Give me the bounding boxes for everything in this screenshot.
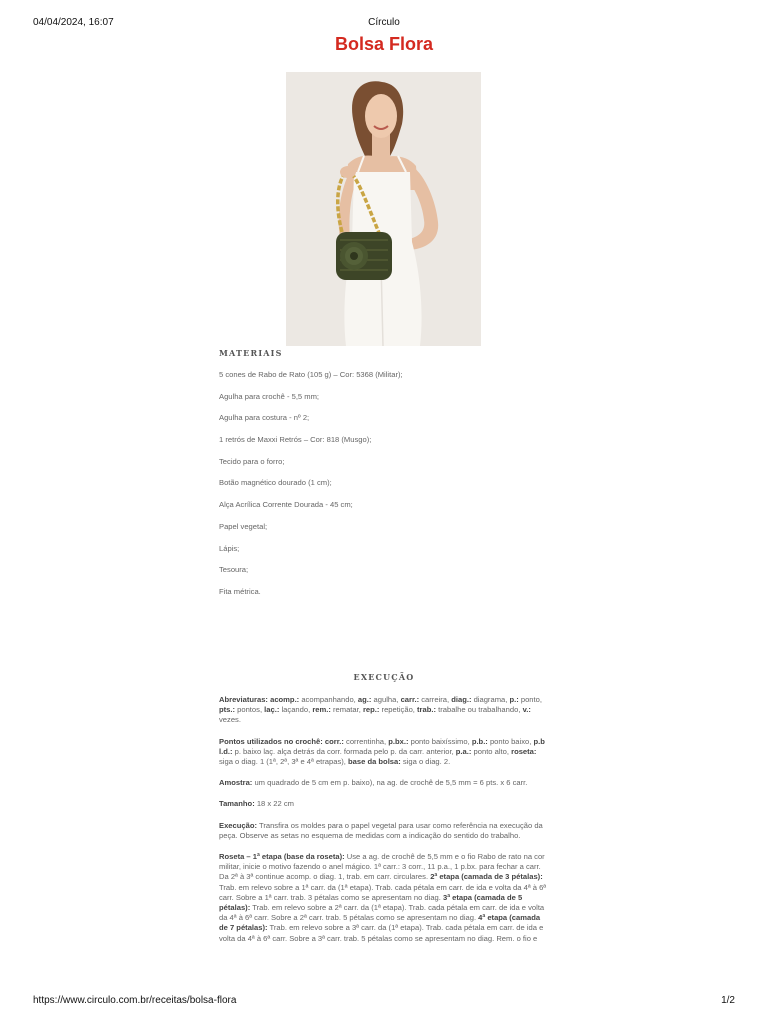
material-item: Agulha para crochê - 5,5 mm; — [219, 391, 320, 401]
rosette-paragraph: Roseta – 1ª etapa (base da roseta): Use a ag. de crochê de 5,5 mm e o fio Rabo de rato na cor militar, inicie o motivo fazendo o anel mágico. 1ª carr.: 3 corr., 11 p.a., 1 p.bx. para fechar a carr. Da 2ª à 3ª continue acomp. o diag. 1, trab. em carr. circulares. 2ª etapa (camada de 3 pétalas): Trab. em relevo sobre a 1ª carr. da (1ª etapa). Trab. cada pétala em carr. de ida e volta da 4ª à 6ª carr. Sobre a 1ª carr. trab. 3 pétalas como se apresentam no diag. 3ª etapa (camada de 5 pétalas): Trab. em relevo sobre a 2ª carr. da (1ª etapa). Trab. cada pétala em carr. de ida e volta da 4ª à 6ª carr. Sobre a 2ª carr. trab. 5 pétalas como se apresentam no diag. 4ª etapa (camada de 7 pétalas): Trab. em relevo sobre a 3ª carr. da (1ª etapa). Trab. cada pétala em carr. de ida e volta da 4ª à 6ª carr. Sobre a 3ª carr. trab. 5 pétalas como se apresentam no diag. Rem. o fio e — [219, 852, 547, 943]
print-url: https://www.circulo.com.br/receitas/bolsa-flora — [33, 995, 237, 1006]
print-header — [33, 17, 735, 29]
material-item: Tecido para o forro; — [219, 456, 285, 466]
execution-heading: EXECUÇÃO — [353, 672, 415, 682]
material-item: Alça Acrílica Corrente Dourada - 45 cm; — [219, 500, 353, 510]
page-title: Bolsa Flora — [334, 34, 434, 54]
material-item: Lápis; — [219, 543, 240, 553]
print-footer — [33, 995, 735, 1007]
material-item: 1 retrós de Maxxi Retrós – Cor: 818 (Musgo); — [219, 435, 372, 445]
material-item: Agulha para costura - nº 2; — [219, 413, 310, 423]
size-paragraph: Tamanho: 18 x 22 cm — [219, 799, 294, 809]
sample-paragraph: Amostra: um quadrado de 5 cm em p. baixo), na ag. de crochê de 5,5 mm = 6 pts. x 6 carr. — [219, 778, 528, 788]
print-site-name: Círculo — [368, 17, 400, 28]
stitches-paragraph: Pontos utilizados no crochê: corr.: correntinha, p.bx.: ponto baixíssimo, p.b.: ponto baixo, p.b l.d.: p. baixo laç. alça detrás da corr. formada pelo p. da carr. anterior, p.a.: ponto alto, roseta: siga o diag. 1 (1ª, 2ª, 3ª e 4ª etrapas), base da bolsa: siga o diag. 2. — [219, 736, 545, 767]
page-number: 1/2 — [721, 995, 735, 1006]
material-item: Tesoura; — [219, 565, 249, 575]
material-item: Botão magnético dourado (1 cm); — [219, 478, 332, 488]
abbreviations-paragraph: Abreviaturas: acomp.: acompanhando, ag.: agulha, carr.: carreira, diag.: diagrama, p.: ponto, pts.: pontos, laç.: laçando, rem.: rematar, rep.: repetição, trab.: trabalhe ou trabalhando, v.: vezes. — [219, 695, 542, 725]
materials-heading: MATERIAIS — [219, 348, 283, 358]
materials-section — [219, 348, 549, 609]
material-item: 5 cones de Rabo de Rato (105 g) – Cor: 5368 (Militar); — [219, 370, 403, 379]
execution-paragraph: Execução: Transfira os moldes para o papel vegetal para usar como referência na execução da peça. Observe as setas no esquema de medidas com a indicação do sentido do trabalho. — [219, 820, 543, 840]
execution-section — [219, 672, 549, 955]
print-date: 04/04/2024, 16:07 — [33, 17, 114, 28]
material-item: Papel vegetal; — [219, 521, 268, 531]
materials-list — [219, 370, 549, 597]
model-with-bag-image — [286, 72, 481, 346]
product-photo — [286, 72, 481, 346]
material-item: Fita métrica. — [219, 586, 261, 596]
